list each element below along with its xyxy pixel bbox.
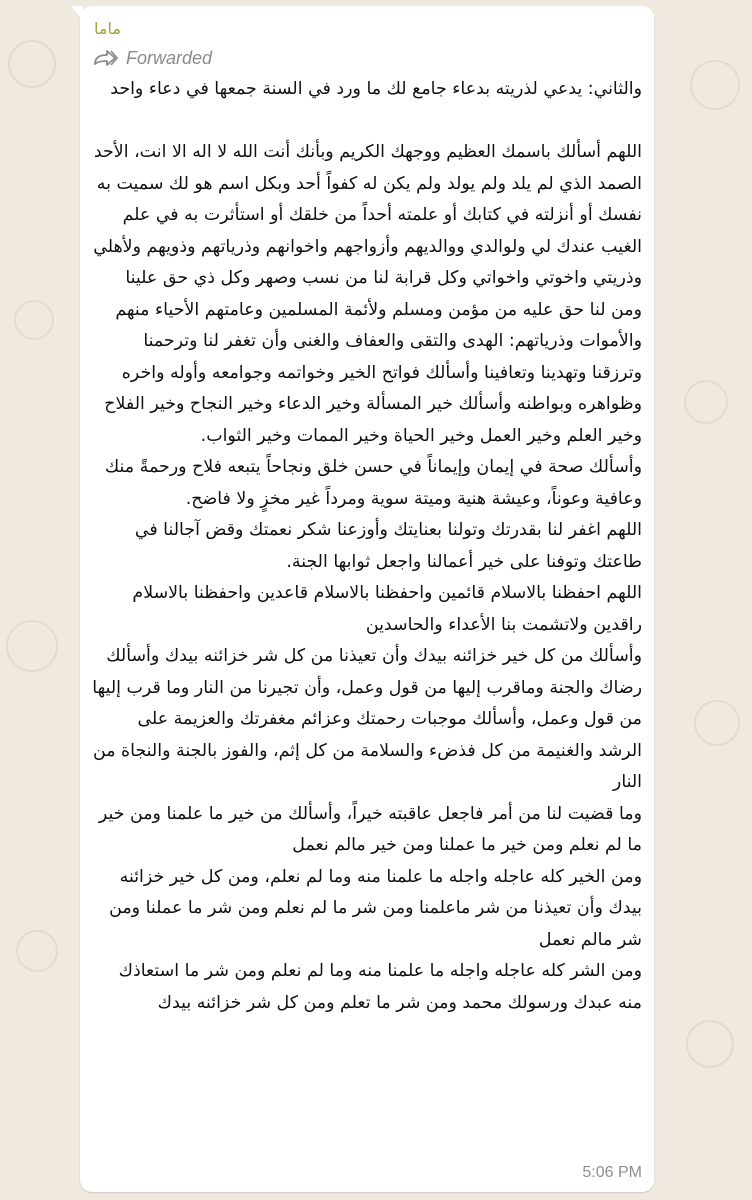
wallpaper-doodle: [8, 40, 56, 88]
forwarded-label: Forwarded: [126, 47, 213, 68]
message-paragraph: وأسألك من كل خير خزائنه بيدك وأن تعيذنا من كل شر خزائنه بيدك وأسألك رضاك والجنة وماقرب إليها من قول وعمل، وأن تجيرنا من النار وما قرب إليها من قول وعمل، وأسألك موجبات رحمتك وعزائم مغفرتك والعزيمة على الرشد والغنيمة من كل فذضء والسلامة من كل إثم، والفوز بالجنة والنجاة من النار: [92, 646, 642, 792]
message-paragraph: وأسألك صحة في إيمان وإيماناً في حسن خلق ونجاحاً يتبعه فلاح ورحمةً منك وعافية وعوناً، وعيشة هنية وميتة سوية ومرداً غير مخزٍ ولا فاضح.: [104, 457, 642, 509]
forward-arrow-icon: [92, 49, 118, 67]
wallpaper-doodle: [690, 60, 740, 110]
wallpaper-doodle: [16, 930, 58, 972]
wallpaper-doodle: [686, 1020, 734, 1068]
sender-name: ماما: [94, 19, 121, 38]
message-timestamp: 5:06 PM: [582, 1164, 642, 1181]
message-bubble[interactable]: [80, 6, 654, 1192]
message-paragraph: والثاني: يدعي لذريته بدعاء جامع لك ما ورد في السنة جمعها في دعاء واحد: [110, 79, 642, 99]
wallpaper-doodle: [684, 380, 728, 424]
message-paragraph: اللهم أسألك باسمك العظيم ووجهك الكريم وبأنك أنت الله لا اله الا انت، الأحد الصمد الذي لم يلد ولم يولد ولم يكن له كفواً أحد وبكل اسم هو لك سميت به نفسك أو أنزلته في كتابك أو علمته أحداً من خلقك أو استأثرت به في علم الغيب عندك لي ولوالدي ووالديهم وأزواجهم واخوانهم وذرياتهم وذويهم ولأهلي وذريتي واخوتي واخواتي وكل قرابة لنا من نسب وصهر وكل ذي حق علينا ومن لنا حق عليه من مؤمن ومسلم ولأئمة المسلمين وعامتهم الأحياء منهم والأموات وذرياتهم: الهدى والتقى والعفاف والغنى وأن تغفر لنا وترحمنا وترزقنا وتهدينا وتعافينا وأسألك فواتح الخير وخواتمه وجوامعه وأوله واخره وظواهره وبواطنه وأسألك خير المسألة وخير الدعاء وخير النجاح وخير الفلاح وخير العلم وخير العمل وخير الحياة وخير الممات وخير الثواب.: [93, 142, 642, 446]
bubble-tail: [71, 6, 83, 20]
forwarded-indicator: [92, 44, 642, 72]
message-paragraph: اللهم احفظنا بالاسلام قائمين واحفظنا بالاسلام قاعدين واحفظنا بالاسلام راقدين ولاتشمت بنا الأعداء والحاسدين: [132, 583, 642, 635]
message-paragraph-spacer: [92, 106, 642, 138]
message-paragraph: اللهم اغفر لنا بقدرتك وتولنا بعنايتك وأوزعنا شكر نعمتك وقض آجالنا في طاعتك وتوفنا على خير أعمالنا واجعل ثوابها الجنة.: [134, 520, 642, 572]
message-paragraph: وما قضيت لنا من أمر فاجعل عاقبته خيراً، وأسألك من خير ما علمنا ومن خير ما لم نعلم ومن خير ما عملنا ومن خير مالم نعمل: [98, 803, 642, 855]
message-text: [92, 74, 642, 1019]
message-paragraph: ومن الشر كله عاجله واجله ما علمنا منه وما لم نعلم ومن شر ما استعاذك منه عبدك ورسولك محمد ومن شر ما تعلم ومن كل شر خزائنه بيدك: [118, 961, 642, 1013]
wallpaper-doodle: [694, 700, 740, 746]
message-paragraph: ومن الخير كله عاجله واجله ما علمنا منه وما لم نعلم، ومن كل خير خزائنه بيدك وأن تعيذنا من شر ماعلمنا ومن شر ما لم نعلم ومن شر ما عملنا ومن شر مالم نعمل: [109, 866, 642, 950]
wallpaper-doodle: [14, 300, 54, 340]
wallpaper-doodle: [6, 620, 58, 672]
